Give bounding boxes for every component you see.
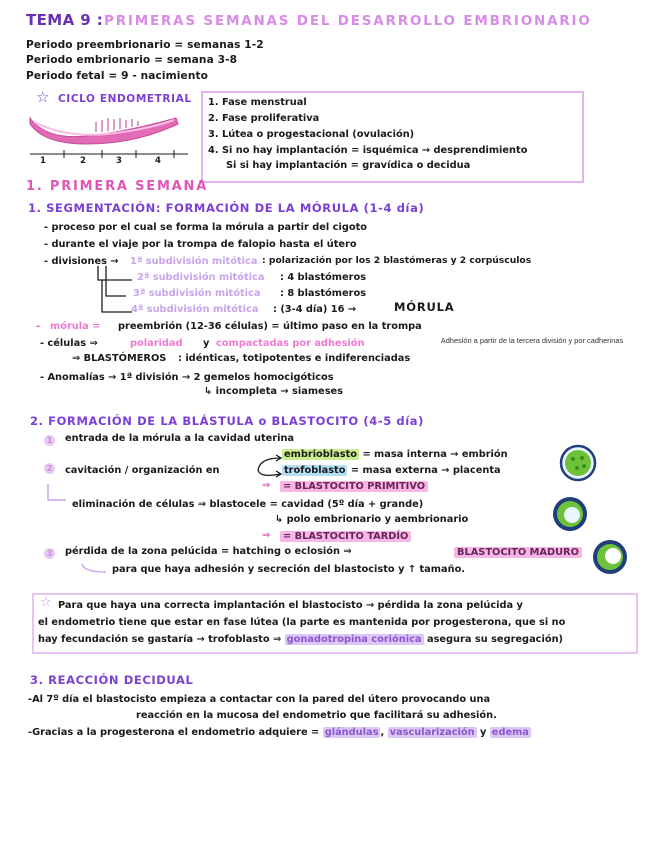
subsection-heading: 2. FORMACIÓN DE LA BLÁSTULA o BLASTOCITO (4-5 día)	[30, 414, 425, 428]
elbow-arrow	[46, 482, 70, 506]
endometrial-cycle-diagram	[26, 110, 194, 172]
blastomeros-definition: : idénticas, totipotentes e indiferenciadas	[178, 353, 411, 364]
blastocyst-late-illustration	[551, 495, 589, 533]
glandulas-term: glándulas	[324, 727, 379, 738]
period-line: Periodo embrionario = semana 3-8	[26, 54, 238, 66]
side-note: Adhesión a partir de la tercera división y por cadherinas	[440, 336, 624, 345]
decidual-line	[28, 727, 531, 738]
step-number: 3	[44, 548, 55, 559]
embrioblasto-line	[282, 449, 508, 460]
section-heading: 1. PRIMERA SEMANA	[26, 179, 209, 194]
phase-line: 4. Si no hay implantación = isquémica → desprendimiento	[208, 145, 528, 156]
callout-line	[38, 634, 563, 645]
trofoblasto-line	[282, 465, 501, 476]
step-number: 1	[44, 435, 55, 446]
para-line: para que haya adhesión y secreción del blastocisto y ↑ tamaño.	[112, 564, 466, 575]
morula-label: mórula =	[50, 321, 101, 332]
polo-line: ↳ polo embrionario y aembrionario	[275, 514, 469, 525]
step-number: 2	[44, 463, 55, 474]
topic-number: TEMA 9 :	[26, 11, 104, 29]
phase-line: 1. Fase menstrual	[208, 97, 307, 108]
cycle-marker: 4	[155, 156, 161, 166]
callout-text: asegura su segregación)	[426, 634, 564, 645]
star-icon: ☆	[40, 595, 52, 610]
edema-term: edema	[491, 727, 529, 738]
subsection-heading: 1. SEGMENTACIÓN: FORMACIÓN DE LA MÓRULA (1-4 día)	[28, 201, 425, 215]
elbow-arrow	[80, 562, 110, 578]
conjunction: y	[203, 338, 210, 349]
arrow-icon: ⇒	[262, 480, 271, 491]
tardio-line	[280, 531, 411, 542]
text-line: - proceso por el cual se forma la mórula a partir del cigoto	[44, 222, 367, 233]
trofoblasto-term: trofoblasto	[284, 465, 346, 476]
divisiones-label: - divisiones →	[44, 256, 119, 267]
phase-line: Si si hay implantación = gravídica o decidua	[226, 160, 471, 171]
division-label: 1ª subdivisión mitótica	[130, 256, 258, 267]
division-result: : polarización por los 2 blastómeras y 2 corpúsculos	[262, 255, 532, 266]
arrow-icon: ⇒	[262, 530, 271, 541]
conjunction: y	[479, 727, 487, 738]
blastocito-maduro: BLASTOCITO MADURO	[454, 547, 582, 558]
step-text: cavitación / organización en	[65, 465, 220, 476]
trofoblasto-result: = masa externa → placenta	[350, 465, 501, 476]
morula-word: MÓRULA	[394, 300, 455, 314]
celulas-label: - células ⇒	[40, 338, 98, 349]
polaridad-term: polaridad	[130, 338, 183, 349]
decidual-line: reacción en la mucosa del endometrio que facilitará su adhesión.	[136, 710, 497, 721]
division-label: 2ª subdivisión mitótica	[137, 272, 265, 283]
callout-line: el endometrio tiene que estar en fase lútea (la parte es mantenida por progesterona, que si no	[38, 617, 566, 628]
blastocito-tardio: = BLASTOCITO TARDÍO	[280, 531, 411, 542]
page-title: PRIMERAS SEMANAS DEL DESARROLLO EMBRIONARIO	[104, 13, 592, 29]
morula-definition: preembrión (12-36 células) = último paso en la trompa	[118, 321, 422, 332]
subsection-heading: 3. REACCIÓN DECIDUAL	[30, 673, 194, 687]
eliminacion-line: eliminación de células ⇒ blastocele = cavidad (5º día + grande)	[72, 499, 424, 510]
decidual-line: -Al 7º día el blastocisto empieza a contactar con la pared del útero provocando una	[28, 694, 491, 705]
text-line: - durante el viaje por la trompa de falopio hasta el útero	[44, 239, 357, 250]
separator: ,	[380, 727, 385, 738]
embrioblasto-term: embrioblasto	[284, 449, 358, 460]
callout-text: hay fecundación se gastaría → trofoblasto ⇒	[38, 634, 282, 645]
gonadotropina-term: gonadotropina coriónica	[286, 634, 422, 645]
primitivo-line	[280, 481, 428, 492]
blastomeros-heading: ⇒ BLASTÓMEROS	[72, 353, 167, 364]
decidual-text: -Gracias a la progesterona el endometrio adquiere =	[28, 727, 320, 738]
anomalias-line: ↳ incompleta → siameses	[204, 386, 343, 397]
division-result: : 8 blastómeros	[280, 288, 367, 299]
cycle-marker: 1	[40, 156, 46, 166]
star-icon: ☆	[36, 88, 50, 106]
ciclo-heading: CICLO ENDOMETRIAL	[58, 93, 192, 105]
cycle-marker: 3	[116, 156, 122, 166]
blastocyst-primitive-illustration	[559, 444, 597, 482]
anomalias-line: - Anomalías → 1ª división → 2 gemelos homocigóticos	[40, 372, 334, 383]
cycle-marker: 2	[80, 156, 86, 166]
division-label: 4ª subdivisión mitótica	[131, 304, 259, 315]
period-line: Periodo preembrionario = semanas 1-2	[26, 39, 264, 51]
period-line: Periodo fetal = 9 - nacimiento	[26, 70, 209, 82]
step-text: pérdida de la zona pelúcida = hatching o eclosión ⇒	[65, 546, 352, 557]
step-text: entrada de la mórula a la cavidad uterina	[65, 433, 295, 444]
vascularizacion-term: vascularización	[389, 727, 475, 738]
division-result: : 4 blastómeros	[280, 272, 367, 283]
callout-line: Para que haya una correcta implantación el blastocisto → pérdida la zona pelúcida y	[58, 600, 523, 611]
blastocito-primitivo: = BLASTOCITO PRIMITIVO	[280, 481, 428, 492]
blastocyst-mature-illustration	[591, 538, 629, 576]
maduro-line	[454, 547, 582, 558]
compactadas-term: compactadas por adhesión	[216, 338, 365, 349]
division-label: 3ª subdivisión mitótica	[133, 288, 261, 299]
embrioblasto-result: = masa interna → embrión	[362, 449, 508, 460]
phase-line: 2. Fase proliferativa	[208, 113, 320, 124]
phase-line: 3. Lútea o progestacional (ovulación)	[208, 129, 415, 140]
division-result: : (3-4 día) 16 →	[273, 304, 357, 315]
